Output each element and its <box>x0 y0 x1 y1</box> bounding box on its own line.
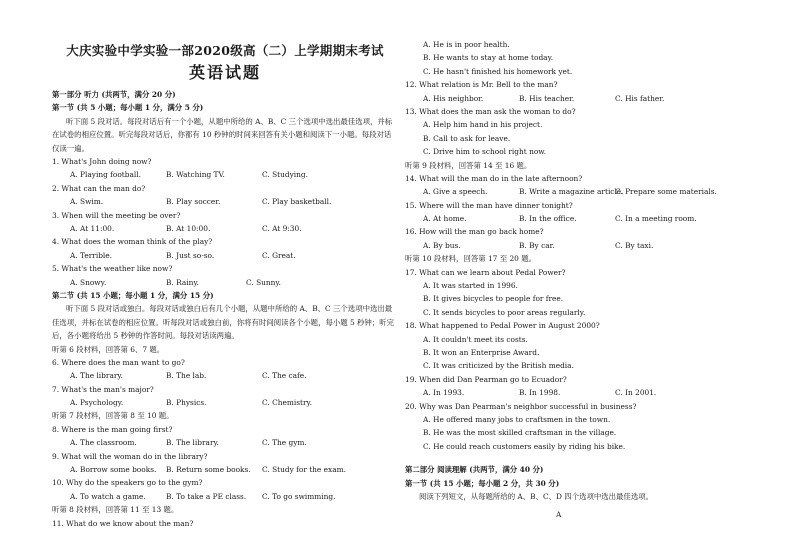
option: C. Chemistry. <box>262 398 313 408</box>
section-instructions: 阅读下列短文，从每题所给的 A、B、C、D 四个选项中选出最佳选项。 <box>419 491 653 501</box>
option: A. It couldn't meet its costs. <box>423 334 528 344</box>
option: A. To watch a game. <box>70 491 146 501</box>
question: 2. What can the man do? <box>52 183 146 193</box>
options <box>52 276 398 289</box>
subject-title: 英语试题 <box>188 63 261 82</box>
options <box>52 168 398 181</box>
question: 12. What relation is Mr. Bell to the man? <box>405 80 558 90</box>
options <box>405 185 775 198</box>
passage-letter: A <box>556 510 562 519</box>
material-note: 听第 6 段材料，回答第 6、7 题。 <box>52 344 165 354</box>
options <box>405 92 775 105</box>
question: 17. What can we learn about Pedal Power? <box>405 267 566 277</box>
option: A. Terrible. <box>70 250 113 260</box>
option: B. Return some books. <box>166 465 251 475</box>
option: A. He offered many jobs to craftsmen in the town. <box>423 414 611 424</box>
option: B. Rainy. <box>166 277 199 287</box>
section-instructions: 听下面 5 段对话。每段对话后有一个小题，从题中所给的 A、B、C 三个选项中选出最佳选项，并标在试卷的相应位置。听完每段对话后，你都有 10 秒钟的时间来回答有关小题和阅读下一小题。每段对话仅读一遍。 <box>52 116 393 153</box>
part-heading: 第二部分 阅读理解 (共两节，满分 40 分) <box>405 465 544 475</box>
option: B. To take a PE class. <box>166 491 247 501</box>
question: 15. Where will the man have dinner tonight? <box>405 200 573 210</box>
material-note: 听第 9 段材料，回答第 14 至 16 题。 <box>405 160 532 170</box>
option: B. It won an Enterprise Award. <box>423 347 540 357</box>
option: C. Great. <box>262 250 296 260</box>
option: C. The gym. <box>262 438 307 448</box>
option: B. Watching TV. <box>166 170 225 180</box>
section-heading: 第二节 (共 15 小题；每小题 1 分，满分 15 分) <box>52 290 214 300</box>
question: 11. What do we know about the man? <box>52 518 194 528</box>
left-column <box>52 42 398 530</box>
option: A. The classroom. <box>70 438 137 448</box>
option: B. It gives bicycles to people for free. <box>423 294 564 304</box>
question: 3. When will the meeting be over? <box>52 210 181 220</box>
option: B. Physics. <box>166 398 207 408</box>
option: B. He was the most skilled craftsman in the village. <box>423 428 617 438</box>
question: 18. What happened to Pedal Power in August 2000? <box>405 321 600 331</box>
option: B. Just so-so. <box>166 250 215 260</box>
option: C. Studying. <box>262 170 308 180</box>
option: C. By taxi. <box>615 240 654 250</box>
material-note: 听第 7 段材料，回答第 8 至 10 题。 <box>52 411 174 421</box>
question: 8. Where is the man going first? <box>52 424 173 434</box>
option: A. At 11:00. <box>70 223 115 233</box>
options <box>52 195 398 208</box>
options <box>52 222 398 235</box>
option: A. Playing football. <box>70 170 141 180</box>
options <box>52 369 398 382</box>
question: 16. How will the man go back home? <box>405 227 544 237</box>
material-note: 听第 8 段材料，回答第 11 至 13 题。 <box>52 505 179 515</box>
options <box>52 396 398 409</box>
option: B. The library. <box>166 438 220 448</box>
options <box>52 249 398 262</box>
option: A. At home. <box>423 214 467 224</box>
part-heading: 第一部分 听力 (共两节，满分 20 分) <box>52 90 176 99</box>
section-instructions: 听下面 5 段对话或独白。每段对话或独白后有几个小题，从题中所给的 A、B、C 三个选项中选出最佳选项，并标在试卷的相应位置。听每段对话或独白前，你将有时间阅读各个小题，每小题 5 秒钟；听完后，各小题将给出 5 秒钟的作答时间。每段对话读两遍。 <box>52 304 394 341</box>
question: 13. What does the man ask the woman to do? <box>405 106 576 116</box>
question: 10. Why do the speakers go to the gym? <box>52 478 203 488</box>
option: B. Play soccer. <box>166 197 221 207</box>
option: A. By bus. <box>423 240 461 250</box>
spacer <box>405 453 775 463</box>
option: A. It was started in 1996. <box>423 281 518 291</box>
option: C. In a meeting room. <box>615 214 697 224</box>
option: C. Study for the exam. <box>262 465 346 475</box>
question: 9. What will the woman do in the library? <box>52 451 208 461</box>
option: C. It sends bicycles to poor areas regularly. <box>423 307 586 317</box>
option: A. His neighbor. <box>423 93 484 103</box>
option: C. His father. <box>615 93 665 103</box>
right-column <box>405 38 775 503</box>
question: 7. What's the man's major? <box>52 384 154 394</box>
question: 20. Why was Dan Pearman's neighbor successful in business? <box>405 401 637 411</box>
question: 14. What will the man do in the late afternoon? <box>405 173 583 183</box>
option: A. Snowy. <box>70 277 107 287</box>
option: C. Play basketball. <box>262 197 332 207</box>
option: C. At 9:30. <box>262 223 302 233</box>
option: B. By car. <box>519 240 555 250</box>
section-heading: 第一节 (共 5 小题；每小题 1 分，满分 5 分) <box>52 103 204 113</box>
options <box>52 436 398 449</box>
option: A. Help him hand in his project. <box>423 120 543 130</box>
question: 19. When did Dan Pearman go to Ecuador? <box>405 374 567 384</box>
option: A. Give a speech. <box>423 187 488 197</box>
option: B. In 1998. <box>519 388 561 398</box>
option: C. Prepare some materials. <box>615 187 717 197</box>
option: B. He wants to stay at home today. <box>423 53 554 63</box>
option: C. He could reach customers easily by riding his bike. <box>423 441 626 451</box>
option: A. Psychology. <box>70 398 124 408</box>
question: 5. What's the weather like now? <box>52 264 173 274</box>
option: A. He is in poor health. <box>423 40 510 49</box>
option: C. The cafe. <box>262 371 307 381</box>
options <box>52 490 398 503</box>
option: A. Borrow some books. <box>70 465 157 475</box>
options <box>405 239 775 252</box>
option: B. In the office. <box>519 214 577 224</box>
options <box>52 463 398 476</box>
options <box>405 212 775 225</box>
option: B. At 10:00. <box>166 223 211 233</box>
question: 1. What's John doing now? <box>52 157 152 166</box>
option: C. It was criticized by the British media. <box>423 361 574 371</box>
option: B. The lab. <box>166 371 207 381</box>
question: 4. What does the woman think of the play? <box>52 237 213 247</box>
option: B. His teacher. <box>519 93 575 103</box>
option: A. Swim. <box>70 197 104 207</box>
option: A. The library. <box>70 371 123 381</box>
material-note: 听第 10 段材料，回答第 17 至 20 题。 <box>405 254 536 264</box>
option: C. He hasn't finished his homework yet. <box>423 66 573 76</box>
option: B. Call to ask for leave. <box>423 133 511 143</box>
question: 6. Where does the man want to go? <box>52 357 185 367</box>
option: B. Write a magazine article. <box>519 187 624 197</box>
exam-title: 大庆实验中学实验一部2020级高（二）上学期期末考试 <box>66 43 384 58</box>
option: A. In 1993. <box>423 388 465 398</box>
option: C. To go swimming. <box>262 491 336 501</box>
option: C. In 2001. <box>615 388 657 398</box>
option: C. Drive him to school right now. <box>423 147 547 157</box>
section-heading: 第一节 (共 15 小题；每小题 2 分，共 30 分) <box>405 478 560 488</box>
options <box>405 386 775 399</box>
option: C. Sunny. <box>246 277 281 287</box>
